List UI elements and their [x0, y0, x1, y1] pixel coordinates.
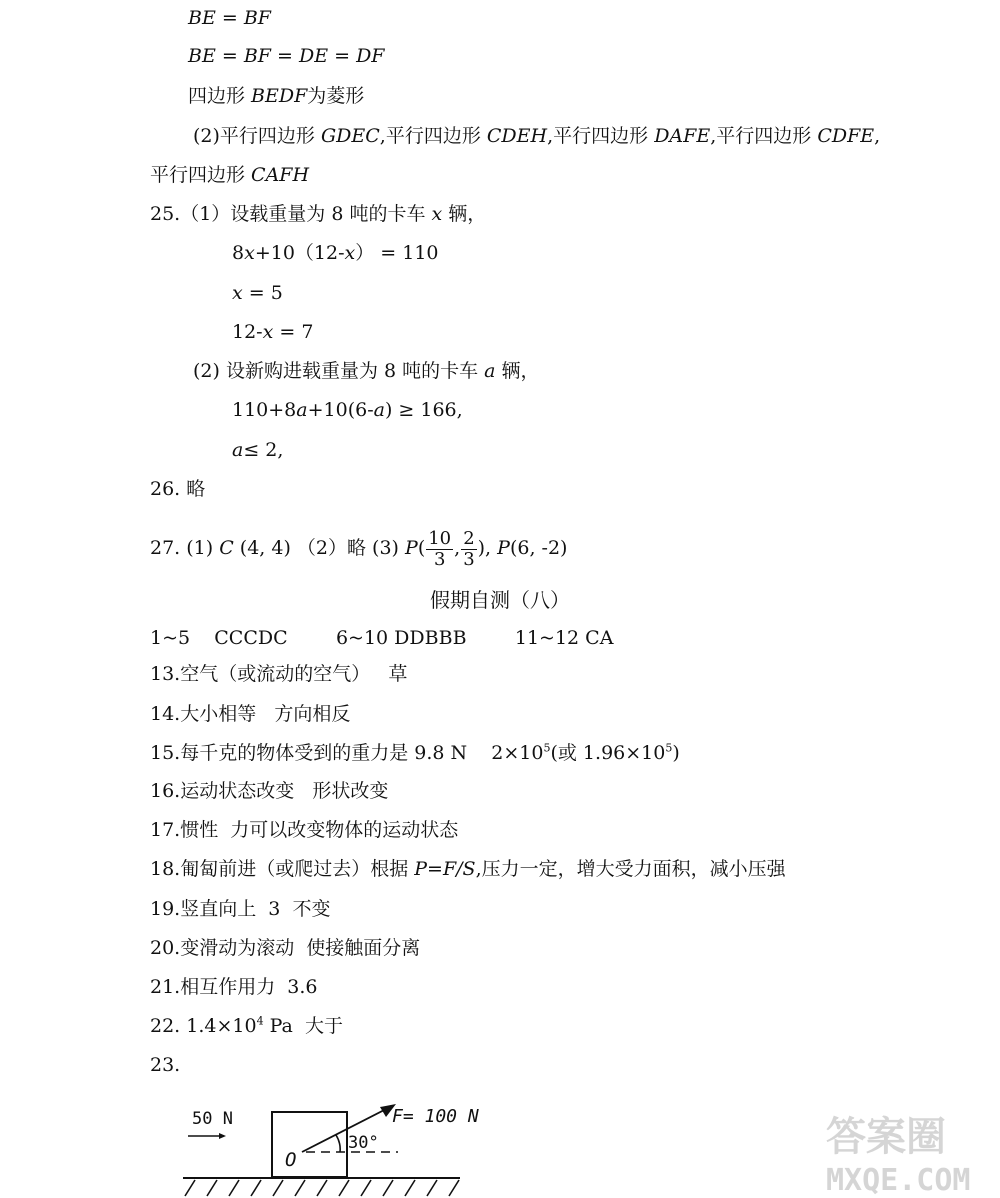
answer-23: 23.: [150, 1054, 181, 1076]
text-italic: P=F/S: [414, 858, 476, 880]
text-italic: P: [497, 537, 510, 559]
text: ,: [874, 125, 881, 147]
watermark-top: 答案圈: [826, 1114, 946, 1160]
denominator: 3: [433, 548, 446, 570]
answer-19: 19.竖直向上 3 不变: [150, 898, 331, 920]
watermark: [826, 1114, 971, 1198]
text-italic: CAFH: [251, 164, 310, 186]
text: 27. (1): [150, 537, 220, 559]
text: 四边形: [188, 85, 252, 107]
l2: BE = BF = DE = DF: [188, 45, 385, 67]
force-label: F= 100 N: [392, 1106, 479, 1127]
text: (2) 设新购进载重量为 8 吨的卡车: [193, 360, 485, 382]
text-italic: CDFE: [817, 125, 875, 147]
text-italic: a: [484, 360, 496, 382]
denominator: 3: [463, 548, 475, 570]
text: = 5: [242, 282, 283, 304]
answer-13: 13.空气（或流动的空气） 草: [150, 663, 408, 685]
text: (2)平行四边形: [193, 125, 321, 147]
angle-label: 30°: [348, 1133, 379, 1153]
text-italic: a: [373, 399, 385, 421]
watermark-bottom: MXQE.COM: [826, 1163, 971, 1198]
text: ,压力一定，增大受力面积，减小压强: [475, 858, 786, 880]
text: 8: [232, 242, 245, 264]
answers-1-12: 1~5 CCCDC 6~10 DDBBB 11~12 CA: [150, 627, 614, 649]
answer-16: 16.运动状态改变 形状改变: [150, 780, 389, 802]
text-italic: x: [232, 282, 243, 304]
text-italic: DAFE: [654, 125, 711, 147]
text: 辆，: [495, 360, 540, 382]
text: 18.匍匐前进（或爬过去）根据: [150, 858, 415, 880]
block: [272, 1112, 347, 1177]
text-italic: CDEH: [486, 125, 548, 147]
text: +10（12-: [254, 242, 345, 264]
text-italic: a: [296, 399, 308, 421]
answer-14: 14.大小相等 方向相反: [150, 703, 351, 725]
text: 15.每千克的物体受到的重力是 9.8 N 2×10: [150, 742, 544, 764]
text: ,: [454, 537, 461, 559]
ground-hatching: [185, 1180, 459, 1196]
text: 12-: [232, 321, 263, 343]
text: ) ≥ 166,: [384, 399, 463, 421]
text-italic: C: [219, 537, 234, 559]
text-italic: x: [431, 203, 443, 225]
text: (或 1.96×10: [550, 742, 666, 764]
text: (6, -2): [509, 537, 568, 559]
text: (4, 4) （2）略 (3): [233, 537, 406, 559]
answer-21: 21.相互作用力 3.6: [150, 976, 318, 998]
text-italic: P: [405, 537, 418, 559]
answer-17: 17.惯性 力可以改变物体的运动状态: [150, 819, 459, 841]
l1: BE = BF: [188, 7, 271, 29]
text-italic: x: [244, 242, 255, 264]
answer-20: 20.变滑动为滚动 使接触面分离: [150, 937, 421, 959]
superscript: 5: [665, 741, 673, 755]
text: 25.（1）设载重量为 8 吨的卡车: [150, 203, 432, 225]
text: 辆，: [442, 203, 487, 225]
text: ),: [477, 537, 498, 559]
text: ≤ 2,: [243, 439, 284, 461]
angle-arc: [336, 1135, 340, 1152]
text: = 7: [273, 321, 314, 343]
section-heading: 假期自测（八）: [430, 588, 570, 612]
origin-label: O: [285, 1149, 297, 1171]
superscript: 4: [256, 1014, 264, 1028]
text-italic: a: [232, 439, 244, 461]
text: 为菱形: [307, 85, 365, 107]
text: ): [672, 742, 680, 764]
text-italic: GDEC: [320, 125, 380, 147]
superscript: 5: [543, 741, 551, 755]
text: ,平行四边形: [710, 125, 818, 147]
numerator: 2: [463, 527, 475, 549]
text-italic: x: [344, 242, 356, 264]
text: ） = 110: [355, 242, 439, 264]
text: 110+8: [232, 399, 297, 421]
text: +10(6-: [307, 399, 374, 421]
text: ,平行四边形: [547, 125, 655, 147]
text-italic: x: [262, 321, 274, 343]
numerator: 10: [428, 527, 452, 549]
left-force-label: 50 N: [192, 1109, 233, 1129]
left-force-arrowhead: [219, 1133, 226, 1139]
text: Pa 大于: [263, 1015, 343, 1037]
text: (: [417, 537, 426, 559]
text-italic: BEDF: [251, 85, 308, 107]
text: 22. 1.4×10: [150, 1015, 257, 1037]
l13: 26. 略: [150, 478, 206, 500]
text: ,平行四边形: [379, 125, 487, 147]
text: 平行四边形: [150, 164, 252, 186]
